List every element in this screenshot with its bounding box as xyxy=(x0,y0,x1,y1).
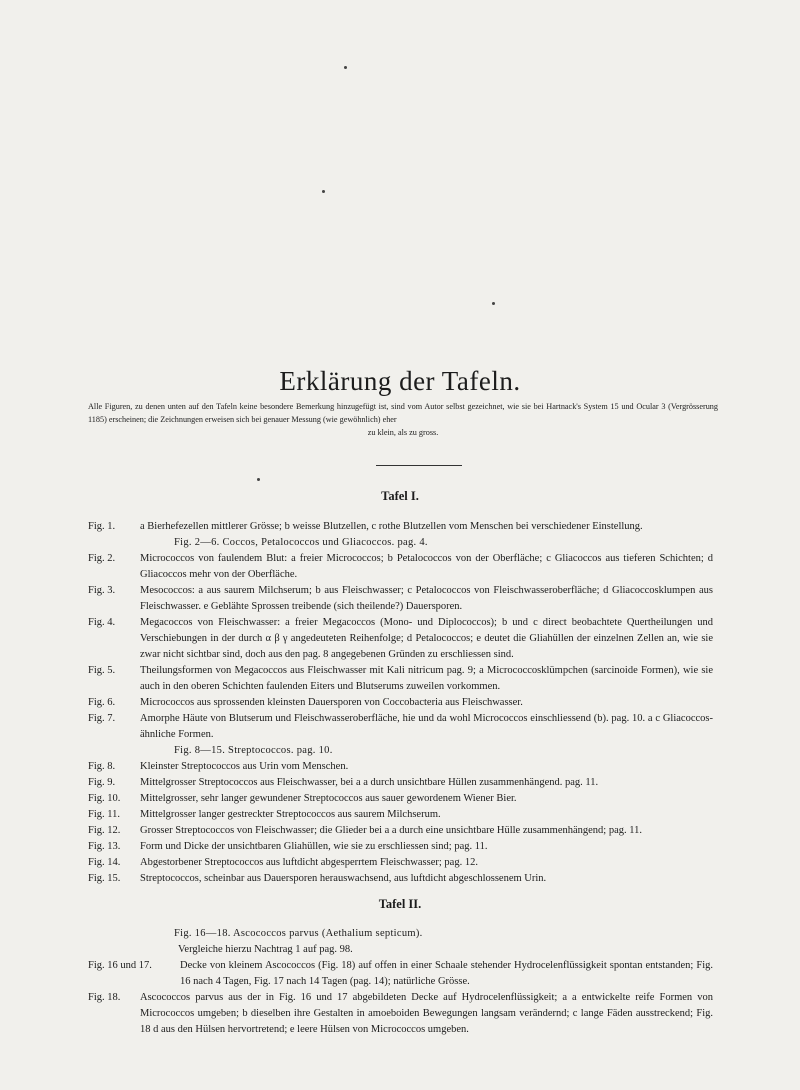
speck-mark xyxy=(492,302,495,305)
figure-text: Micrococcos aus sprossenden kleinsten Dauersporen von Coccobacteria aus Fleischwasser. xyxy=(140,697,523,708)
intro-paragraph xyxy=(88,400,718,439)
tafel1-entries xyxy=(88,519,713,887)
figure-label: Fig. 11. xyxy=(88,809,120,820)
figure-entry xyxy=(88,855,713,871)
figure-label: Fig. 18. xyxy=(88,992,121,1003)
figure-text: Streptococcos, scheinbar aus Dauersporen herauswachsend, aus luftdicht abgeschlossenem Urin. xyxy=(140,873,547,884)
figure-entry xyxy=(88,823,713,839)
figure-text: Abgestorbener Streptococcos aus luftdicht abgesperrtem Fleischwasser; pag. 12. xyxy=(140,857,478,868)
figure-entry xyxy=(88,663,713,695)
figure-entry xyxy=(88,775,713,791)
figure-text: Megacoccos von Fleischwasser: a freier Megacoccos (Mono- und Diplococcos); b und c direct beobachtete Quertheilungen und Verschiebungen in der durch α β γ angedeuteten Reihenfolge; d Petalococcos; e deutet die Gliahüllen der einzelnen Zellen an, wie sie zwar nicht sichtbar sind, doch aus den pag. 8 angegebenen Gründen zu erschliessen sind. xyxy=(140,617,713,660)
figure-text: Mittelgrosser langer gestreckter Streptococcos aus saurem Milchserum. xyxy=(140,809,441,820)
figure-text: Amorphe Häute von Blutserum und Fleischwasseroberfläche, hie und da wohl Micrococcos einschliessend (b). pag. 10. a c Gliacoccos-ähnliche Formen. xyxy=(140,713,713,740)
section-heading: Fig. 2—6. Coccos, Petalococcos und Gliacoccos. pag. 4. xyxy=(174,537,428,548)
tafel2-entries xyxy=(88,926,713,1038)
figure-text: Decke von kleinem Ascococcos (Fig. 18) auf offen in einer Schaale stehender Hydrocelenflüssigkeit spontan entstanden; Fig. 16 nach 4 Tagen, Fig. 17 nach 14 Tagen (pag. 14); natürliche Grösse. xyxy=(180,960,713,987)
intro-text-end: zu klein, als zu gross. xyxy=(367,428,439,437)
figure-text: Ascococcos parvus aus der in Fig. 16 und 17 abgebildeten Decke auf Hydrocelenflüssigkeit; a a entwickelte reife Formen von Micrococcos umgeben; b dieselben ihre Gestalten in amoeboiden Bewegungen langsam verändernd; c lange Fäden ausstreckend; Fig. 18 d aus den Hülsen hervortretend; e leere Hülsen von Micrococcos umgeben. xyxy=(140,992,713,1035)
section-subheading: Vergleiche hierzu Nachtrag 1 auf pag. 98. xyxy=(178,944,353,955)
intro-text: Alle Figuren, zu denen unten auf den Tafeln keine besondere Bemerkung hinzugefügt ist, sind vom Autor selbst gezeichnet, wie sie bei Hartnack's System 15 und Ocular 3 (Vergrösserung 1185) erscheinen; die Zeichnungen erweisen sich bei genauer Messung (wie gewöhnlich) eher xyxy=(88,402,718,424)
page-title: Erklärung der Tafeln. xyxy=(279,366,521,396)
tafel1-heading: Tafel I. xyxy=(381,489,419,503)
figure-label: Fig. 3. xyxy=(88,585,116,596)
figure-entry xyxy=(88,615,713,663)
tafel2-heading: Tafel II. xyxy=(378,897,422,911)
figure-entry xyxy=(88,807,713,823)
figure-label: Fig. 10. xyxy=(88,793,121,804)
figure-label: Fig. 9. xyxy=(88,777,116,788)
figure-label: Fig. 8. xyxy=(88,761,116,772)
speck-mark xyxy=(322,190,325,193)
figure-label: Fig. 13. xyxy=(88,841,121,852)
figure-label: Fig. 14. xyxy=(88,857,121,868)
figure-label: Fig. 16 und 17. xyxy=(88,960,152,971)
figure-text: Form und Dicke der unsichtbaren Gliahüllen, wie sie zu erschliessen sind; pag. 11. xyxy=(140,841,488,852)
speck-mark xyxy=(257,478,260,481)
section-heading: Fig. 8—15. Streptococcos. pag. 10. xyxy=(174,745,333,756)
figure-text: Mittelgrosser Streptococcos aus Fleischwasser, bei a a durch unsichtbare Hüllen zusammenhängend. pag. 11. xyxy=(140,777,599,788)
figure-text: Kleinster Streptococcos aus Urin vom Menschen. xyxy=(140,761,349,772)
figure-label: Fig. 6. xyxy=(88,697,116,708)
figure-text: Theilungsformen von Megacoccos aus Fleischwasser mit Kali nitricum pag. 9; a Micrococcosklümpchen (sarcinoide Formen), wie sie auch in den oberen Schichten faulenden Eiters und Blutserums zuweilen vorkommen. xyxy=(140,665,713,692)
figure-label: Fig. 2. xyxy=(88,553,116,564)
figure-label: Fig. 15. xyxy=(88,873,121,884)
figure-entry xyxy=(88,759,713,775)
figure-text: Mesococcos: a aus saurem Milchserum; b aus Fleischwasser; c Petalococcos von Fleischwasseroberfläche; d Gliacoccosklumpen aus Fleischwasser. e Geblähte Sprossen treibende (sich theilende?) Dauersporen. xyxy=(140,585,713,612)
figure-label: Fig. 5. xyxy=(88,665,116,676)
figure-entry xyxy=(88,583,713,615)
figure-entry xyxy=(88,711,713,743)
figure-entry xyxy=(88,519,713,535)
figure-label: Fig. 7. xyxy=(88,713,116,724)
figure-label: Fig. 4. xyxy=(88,617,116,628)
speck-mark xyxy=(344,66,347,69)
section-heading: Fig. 16—18. Ascococcos parvus (Aethalium septicum). xyxy=(174,928,423,939)
separator-rule xyxy=(376,465,462,466)
figure-text: Mittelgrosser, sehr langer gewundener Streptococcos aus sauer gewordenem Wiener Bier. xyxy=(140,793,517,804)
figure-entry xyxy=(88,695,713,711)
figure-entry xyxy=(88,791,713,807)
figure-label: Fig. 1. xyxy=(88,521,116,532)
figure-entry xyxy=(88,871,713,887)
figure-entry xyxy=(88,551,713,583)
figure-entry xyxy=(88,958,713,990)
figure-text: a Bierhefezellen mittlerer Grösse; b weisse Blutzellen, c rothe Blutzellen vom Menschen bei verschiedener Einstellung. xyxy=(140,521,643,532)
figure-entry xyxy=(88,990,713,1038)
figure-text: Micrococcos von faulendem Blut: a freier Micrococcos; b Petalococcos von der Oberfläche; c Gliacoccos aus tieferen Schichten; d Gliacoccos mehr von der Oberfläche. xyxy=(140,553,713,580)
figure-entry xyxy=(88,839,713,855)
figure-text: Grosser Streptococcos von Fleischwasser; die Glieder bei a a durch eine unsichtbare Hülle zusammenhängend; pag. 11. xyxy=(140,825,642,836)
figure-label: Fig. 12. xyxy=(88,825,121,836)
